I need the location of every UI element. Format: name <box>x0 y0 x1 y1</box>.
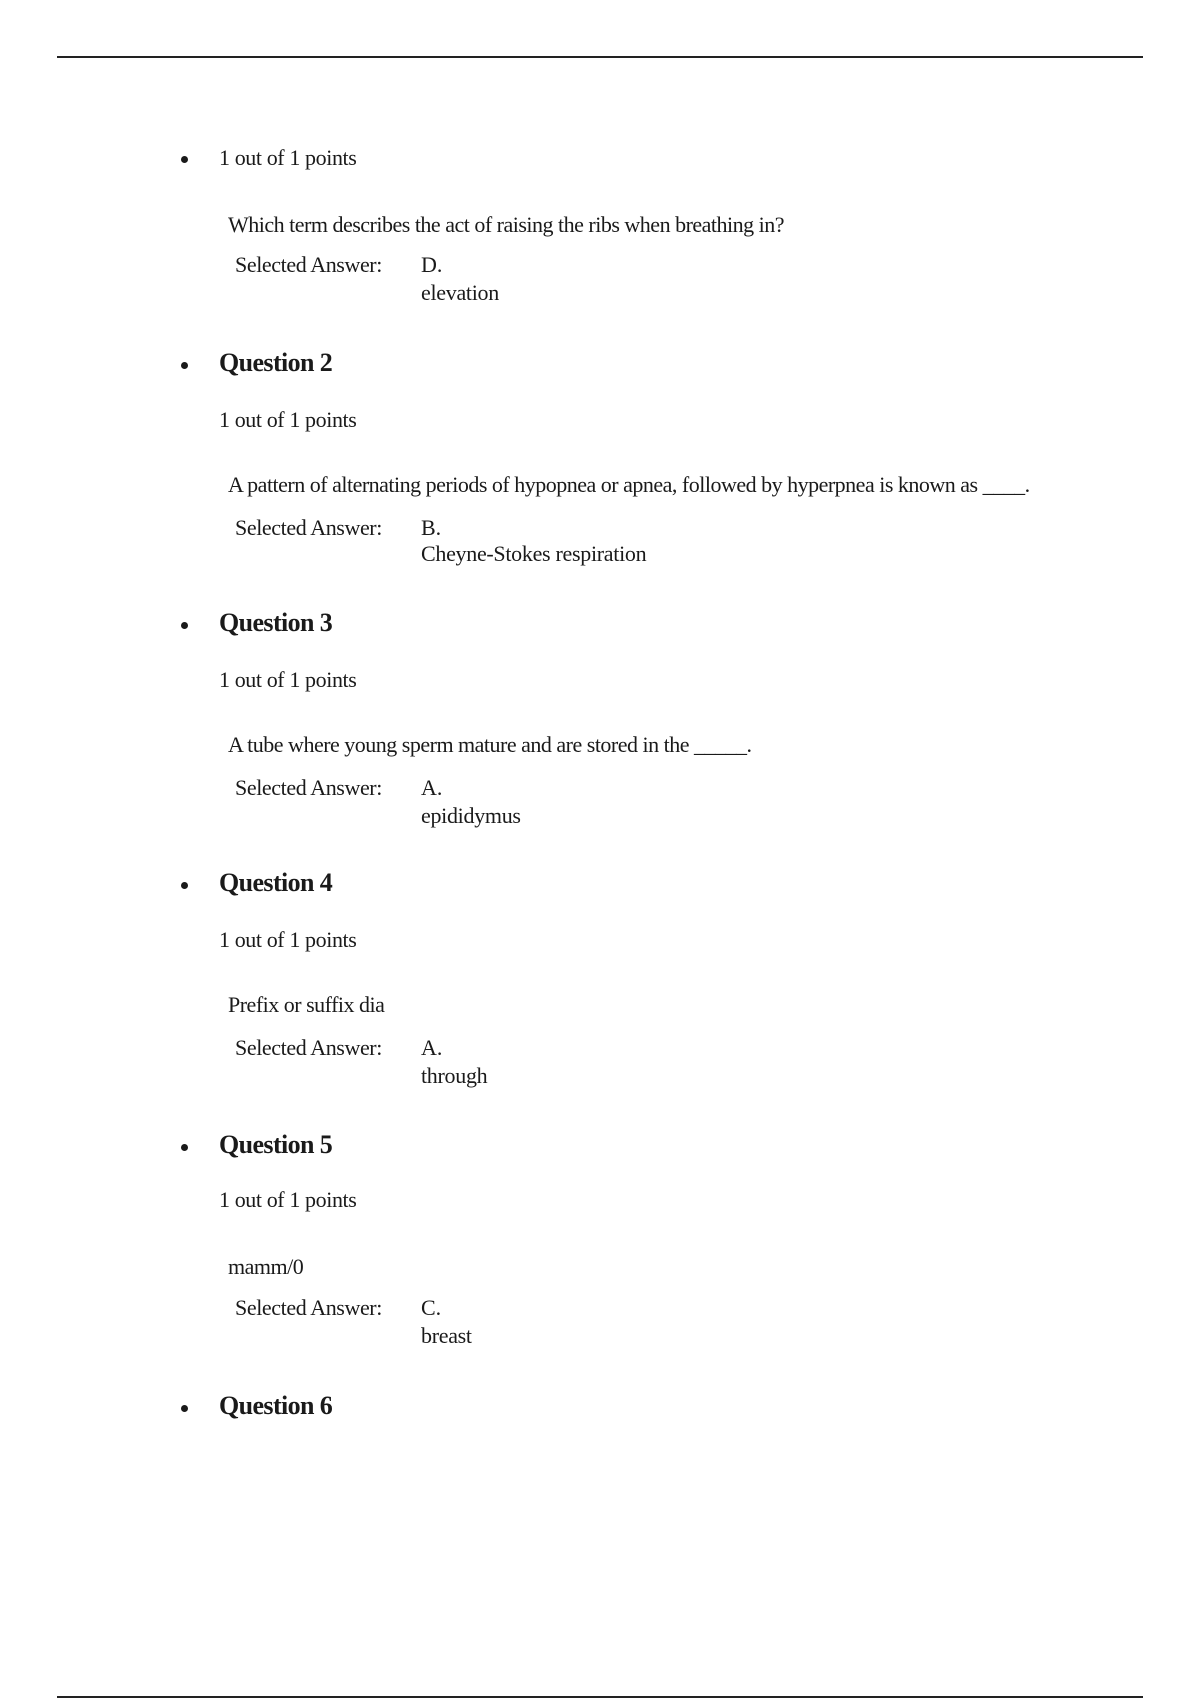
question-title: Question 3 <box>219 608 333 637</box>
question-title: Question 6 <box>219 1391 333 1420</box>
bullet-icon <box>181 882 188 889</box>
selected-answer-text: through <box>421 1063 488 1088</box>
question-title: Question 4 <box>219 868 333 897</box>
selected-answer-letter: D. <box>421 252 443 277</box>
selected-answer-text: epididymus <box>421 803 521 828</box>
question-points: 1 out of 1 points <box>219 1187 357 1212</box>
question-text: Prefix or suffix dia <box>228 992 385 1017</box>
bullet-icon <box>181 1405 188 1412</box>
question-text: mamm/0 <box>228 1254 304 1279</box>
top-rule <box>57 56 1143 58</box>
bottom-rule <box>57 1696 1143 1698</box>
question-points: 1 out of 1 points <box>219 145 357 170</box>
selected-answer-text: elevation <box>421 280 499 305</box>
question-points: 1 out of 1 points <box>219 927 357 952</box>
question-text: Which term describes the act of raising the ribs when breathing in? <box>228 212 785 237</box>
question-points: 1 out of 1 points <box>219 407 357 432</box>
selected-answer-label: Selected Answer: <box>235 515 382 540</box>
selected-answer-text: Cheyne-Stokes respiration <box>421 541 647 566</box>
selected-answer-label: Selected Answer: <box>235 1035 382 1060</box>
question-text: A pattern of alternating periods of hypopnea or apnea, followed by hyperpnea is known as ____. <box>228 472 1030 497</box>
bullet-icon <box>181 622 188 629</box>
selected-answer-label: Selected Answer: <box>235 775 382 800</box>
selected-answer-letter: A. <box>421 1035 443 1060</box>
bullet-icon <box>181 362 188 369</box>
selected-answer-label: Selected Answer: <box>235 1295 382 1320</box>
question-title: Question 2 <box>219 348 333 377</box>
question-text: A tube where young sperm mature and are stored in the _____. <box>228 732 752 757</box>
question-title: Question 5 <box>219 1130 333 1159</box>
bullet-icon <box>181 156 188 163</box>
selected-answer-letter: A. <box>421 775 443 800</box>
selected-answer-text: breast <box>421 1323 472 1348</box>
selected-answer-letter: C. <box>421 1295 442 1320</box>
bullet-icon <box>181 1144 188 1151</box>
selected-answer-label: Selected Answer: <box>235 252 382 277</box>
question-points: 1 out of 1 points <box>219 667 357 692</box>
selected-answer-letter: B. <box>421 515 442 540</box>
